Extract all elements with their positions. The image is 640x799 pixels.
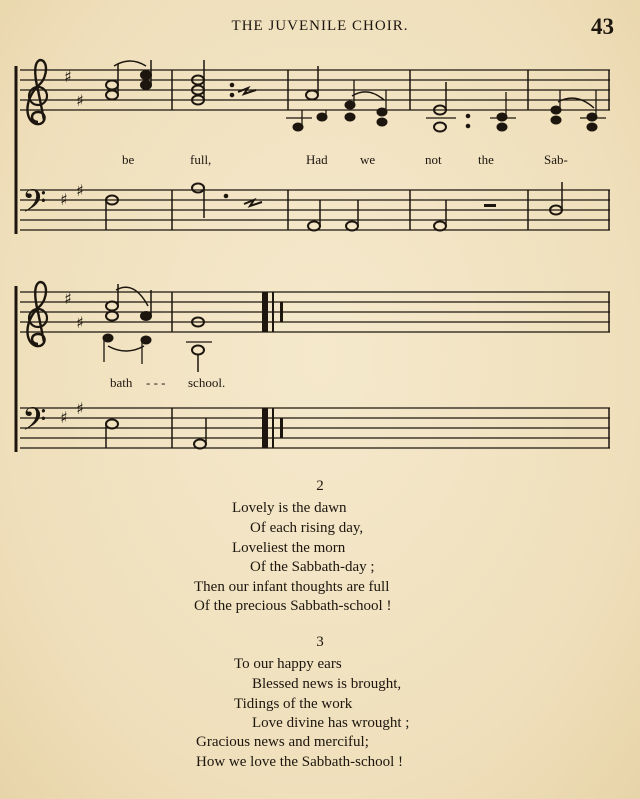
- lyric-syllable: Sab-: [544, 152, 568, 167]
- key-signature-bass-1: [60, 181, 84, 209]
- svg-text:♯: ♯: [60, 408, 68, 427]
- key-signature-treble-2: [64, 289, 84, 332]
- treble-notes-sys2: [103, 284, 212, 372]
- verse-line: Gracious news and merciful;: [196, 734, 369, 750]
- lyric-syllable: be: [122, 152, 135, 167]
- verse-line: Blessed news is brought,: [252, 676, 402, 692]
- svg-text:♯: ♯: [60, 190, 68, 209]
- svg-text:𝄢: 𝄢: [22, 183, 47, 227]
- key-signature-treble-1: [64, 67, 84, 110]
- treble-notes-m3: [286, 66, 387, 131]
- svg-text:♯: ♯: [64, 67, 72, 86]
- svg-text:♯: ♯: [76, 399, 84, 418]
- svg-text:♯: ♯: [64, 289, 72, 308]
- final-double-bar: [262, 292, 283, 448]
- svg-text:♯: ♯: [76, 313, 84, 332]
- verse-line: Of each rising day,: [250, 520, 364, 536]
- lyric-syllable: bath: [110, 375, 133, 390]
- verse-line: Love divine has wrought ;: [252, 715, 410, 731]
- bass-clef-1: [22, 183, 46, 227]
- verse-number: 2: [316, 478, 324, 494]
- verse-line: Tidings of the work: [234, 696, 353, 712]
- lyric-syllable: we: [360, 152, 376, 167]
- svg-text:𝄢: 𝄢: [22, 401, 47, 445]
- verse-line: Loveliest the morn: [232, 540, 346, 556]
- verse-line: Lovely is the dawn: [232, 500, 347, 516]
- lyric-syllable: Had: [306, 152, 328, 167]
- lyric-syllable: - - -: [146, 375, 166, 390]
- page-number: 43: [591, 14, 614, 39]
- treble-staff-1: [20, 70, 610, 110]
- verse-number: 3: [316, 634, 324, 650]
- treble-notes-m2: [192, 60, 256, 105]
- lyric-syllable: full,: [190, 152, 212, 167]
- svg-text:♯: ♯: [76, 181, 84, 200]
- running-title: THE JUVENILE CHOIR.: [231, 18, 409, 34]
- bass-notes-sys2: [106, 418, 206, 449]
- lyric-syllable: not: [425, 152, 442, 167]
- key-signature-bass-2: [60, 399, 84, 427]
- verse-line: Of the precious Sabbath-school !: [194, 598, 392, 614]
- verse-line: To our happy ears: [234, 656, 342, 672]
- svg-text:♯: ♯: [76, 91, 84, 110]
- verse-line: How we love the Sabbath-school !: [196, 754, 404, 770]
- lyric-syllable: school.: [188, 375, 226, 390]
- verse-line: Then our infant thoughts are full: [194, 579, 390, 595]
- bass-clef-2: [22, 401, 46, 445]
- verse-line: Of the Sabbath-day ;: [250, 559, 375, 575]
- lyric-syllable: the: [478, 152, 494, 167]
- bass-notes-sys1: [106, 182, 562, 231]
